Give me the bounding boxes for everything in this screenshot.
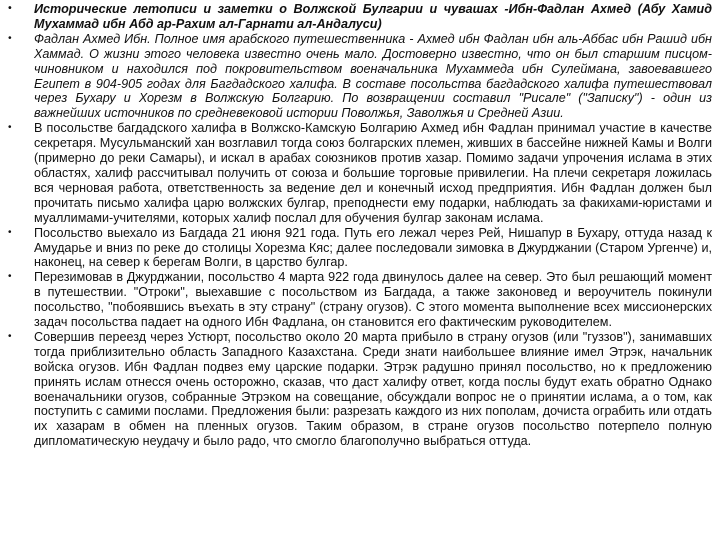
list-item-title xyxy=(8,2,712,32)
item-text: Перезимовав в Джурджании, посольство 4 марта 922 года двинулось далее на север. Это был решающий момент в путешествии. "Отроки", выехавшие с посольством из Багдада, а также законовед и вероучитель покинули посольство, "побоявшись въехать в эту страну" (страну огузов). С этого момента выполнение всех миссионерских задач посольства падает на одного Ибн Фадлана, он становится его фактическим руководителем. xyxy=(34,270,712,330)
bullet-icon: • xyxy=(8,122,12,134)
item-text: Совершив переезд через Устюрт, посольство около 20 марта прибыло в страну огузов (или "гуззов"), занимавших тогда приблизительно область Западного Казахстана. Среди знати наибольшее влияние имел Этрэк, начальник войска огузов. Ибн Фадлан подвез ему царские подарки. Этрэк радушно принял посольство, но к предложению принять ислам отнесся очень осторожно, сказав, что даст халифу ответ, когда послы будут ехать обратно Однако военачальники огузов, собранные Этрэком на совещание, обсуждали вопрос не о принятии ислама, а о том, как поступить с самими послами. Предложения были: разрезать каждого из них пополам, дочиста ограбить или отдать их хазарам в обмен на пленных огузов. Таким образом, в стране огузов посольство потерпело полную дипломатическую неудачу и было радо, что смогло благополучно выбраться оттуда. xyxy=(34,329,712,449)
list-item-oghuz xyxy=(8,330,712,449)
bullet-icon: • xyxy=(8,271,12,283)
bullet-icon: • xyxy=(8,32,12,44)
document-body xyxy=(8,2,712,449)
bullet-icon: • xyxy=(8,226,12,238)
item-text: В посольстве багдадского халифа в Волжско-Камскую Болгарию Ахмед ибн Фадлан принимал участие в качестве секретаря. Мусульманский хан возглавил тогда союз болгарских племен, живших в бассейне нижней Камы и Волги (примерно до реки Самары), и искал в арабах союзников против хазар. Помимо задачи упрочения ислама в этих областях, халиф рассчитывал получить от союза и большие торговые привилегии. На плечи секретаря ложилась вся черновая работа, ответственность за ведение дел и конечный исход предприятия. Ибн Фадлан должен был прочитать письмо халифа царю волжских булгар, преподнести ему подарки, наблюдать за факихами-юристами и муаллимами-учителями, которых халиф послал для обучения булгар законам ислама. xyxy=(34,121,712,225)
bullet-list xyxy=(8,2,712,449)
item-text: Исторические летописи и заметки о Волжской Булгарии и чувашах -Ибн-Фадлан Ахмед (Абу Хамид Мухаммад ибн Абд ар-Рахим ал-Гарнати ал-Андалуси) xyxy=(34,2,712,31)
list-item-wintering xyxy=(8,270,712,330)
list-item-biography xyxy=(8,32,712,121)
bullet-icon: • xyxy=(8,330,12,342)
item-text: Фадлан Ахмед Ибн. Полное имя арабского путешественника - Ахмед ибн Фадлан ибн аль-Аббас ибн Рашид ибн Хаммад. О жизни этого человека известно очень мало. Достоверно известно, что он был старшим писцом-чиновником и находился под покровительством военачальника Мухаммеда ибн Сулеймана, завоевавшего Египет в 904-905 годах для Багдадского халифа. В составе посольства багдадского халифа путешествовал через Бухару и Хорезм в Волжскую Болгарию. По возвращении составил "Рисале" ("Записку") - один из важнейших источников по средневековой истории Поволжья, Заволжья и Средней Азии. xyxy=(34,31,712,121)
list-item-embassy xyxy=(8,121,712,225)
item-text: Посольство выехало из Багдада 21 июня 921 года. Путь его лежал через Рей, Нишапур в Бухару, оттуда назад к Амударье и вниз по реке до столицы Хорезма Кяс; далее последовали зимовка в Джурджании (Старом Ургенче) и, наконец, на север к берегам Волги, в царство булгар. xyxy=(34,225,712,270)
bullet-icon: • xyxy=(8,3,12,14)
list-item-departure xyxy=(8,226,712,271)
